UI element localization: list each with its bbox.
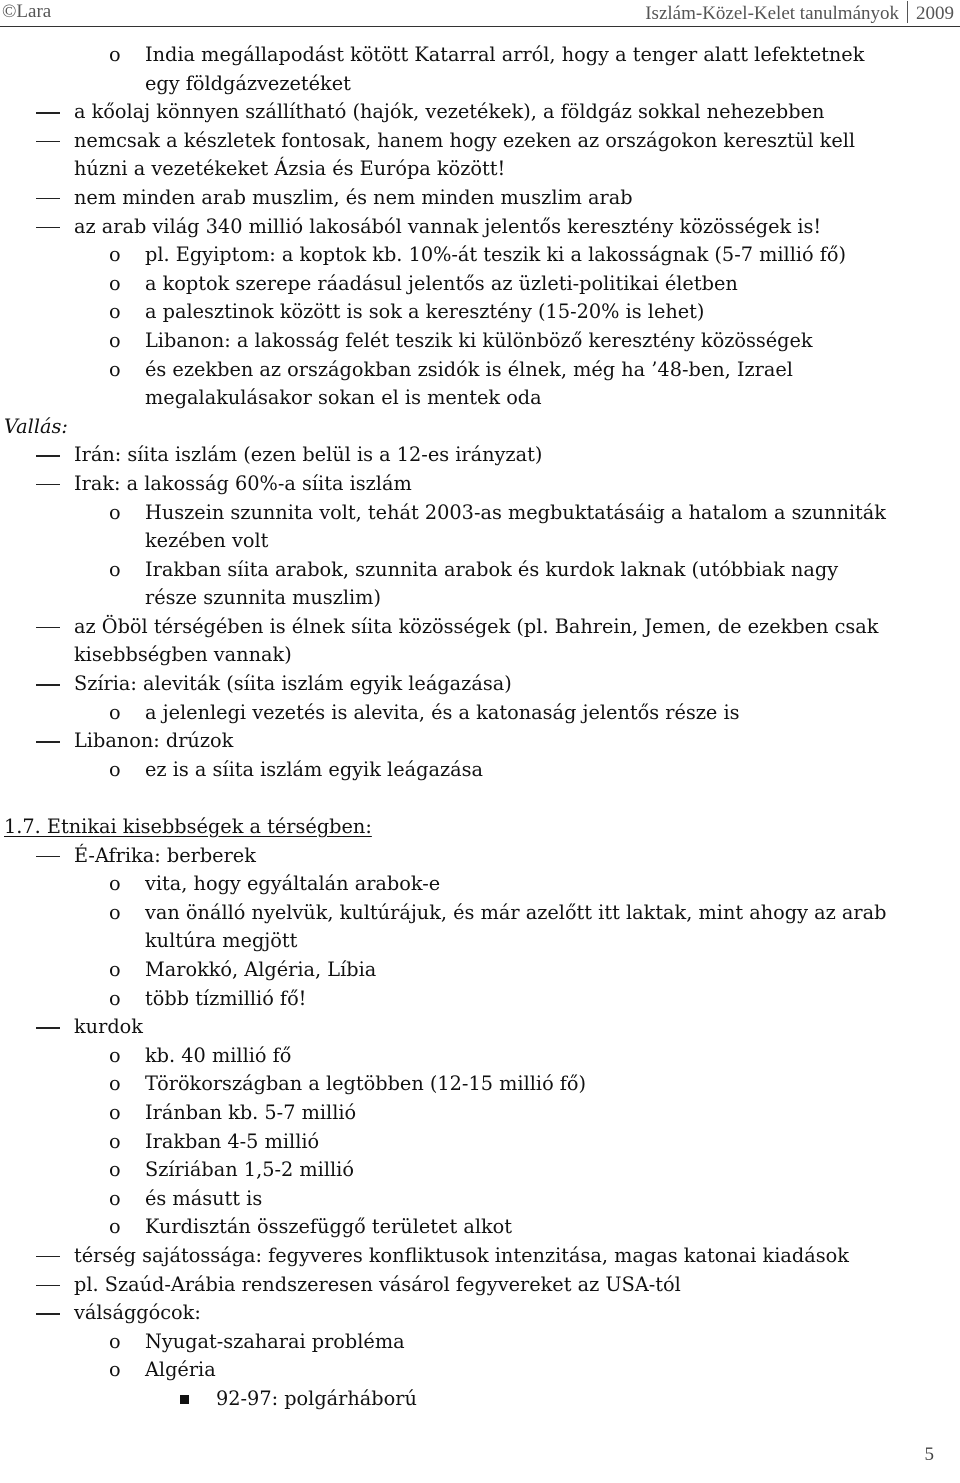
line-text: a palesztinok között is sok a keresztény (15-20% is lehet) (145, 300, 705, 324)
line-text: nem minden arab muszlim, és nem minden muszlim arab (74, 185, 633, 209)
line-text: kb. 40 millió fő (145, 1043, 292, 1067)
dash-bullet-icon (36, 627, 60, 629)
square-bullet-icon (180, 1395, 189, 1404)
document-line (0, 756, 960, 785)
document-line (0, 413, 960, 442)
document-line (0, 556, 960, 585)
line-text: a koptok szerepe ráadásul jelentős az üzleti-politikai életben (145, 271, 738, 295)
document-line (0, 927, 960, 956)
dash-bullet-icon (36, 1285, 60, 1287)
line-text: a jelenlegi vezetés is alevita, és a katonaság jelentős része is (145, 700, 740, 724)
circle-bullet-icon: o (109, 958, 121, 981)
header-title-block (645, 1, 954, 25)
line-text: Irakban 4-5 millió (145, 1129, 320, 1153)
document-line (0, 270, 960, 299)
document-line (0, 1099, 960, 1128)
document-line (0, 527, 960, 556)
document-line (0, 384, 960, 413)
line-text: húzni a vezetékeket Ázsia és Európa között! (74, 157, 506, 181)
document-line (0, 727, 960, 756)
line-text: megalakulásakor sokan el is mentek oda (145, 386, 542, 410)
line-text: kultúra megjött (145, 929, 298, 953)
line-text: Szíriában 1,5-2 millió (145, 1158, 354, 1182)
circle-bullet-icon: o (109, 1329, 121, 1353)
line-text: több tízmillió fő! (145, 986, 307, 1010)
line-text: térség sajátossága: fegyveres konfliktusok intenzitása, magas katonai kiadások (74, 1243, 849, 1267)
line-text: nemcsak a készletek fontosak, hanem hogy ezeken az országokon keresztül kell (74, 128, 856, 152)
document-line (0, 470, 960, 499)
document-line (0, 1213, 960, 1242)
dash-bullet-icon (36, 1313, 60, 1315)
circle-bullet-icon: o (109, 1043, 121, 1067)
document-body (0, 41, 960, 1414)
document-line (0, 813, 960, 842)
section-heading: 1.7. Etnikai kisebbségek a térségben: (4, 815, 372, 839)
dash-bullet-icon (36, 1256, 60, 1258)
dash-bullet-icon (36, 1027, 60, 1029)
circle-bullet-icon: o (109, 1129, 121, 1153)
line-text: Irakban síita arabok, szunnita arabok és kurdok laknak (utóbbiak nagy (145, 557, 839, 581)
circle-bullet-icon: o (109, 557, 121, 581)
line-text: vita, hogy egyáltalán arabok-e (145, 872, 441, 896)
document-line (0, 641, 960, 670)
line-text: a kőolaj könnyen szállítható (hajók, vezetékek), a földgáz sokkal nehezebben (74, 100, 825, 124)
circle-bullet-icon: o (109, 357, 121, 381)
document-line (0, 1042, 960, 1071)
document-line (0, 441, 960, 470)
circle-bullet-icon: o (109, 700, 121, 724)
circle-bullet-icon: o (109, 900, 121, 924)
line-text: pl. Szaúd-Arábia rendszeresen vásárol fegyvereket az USA-tól (74, 1272, 681, 1296)
line-text: Huszein szunnita volt, tehát 2003-as megbuktatásáig a hatalom a szunniták (145, 500, 886, 524)
document-line (0, 899, 960, 928)
document-line (0, 1128, 960, 1157)
circle-bullet-icon: o (109, 1215, 121, 1239)
document-line (0, 1356, 960, 1385)
document-line (0, 985, 960, 1014)
document-line (0, 356, 960, 385)
document-line (0, 1271, 960, 1300)
header-year: 2009 (916, 3, 954, 24)
circle-bullet-icon: o (109, 500, 121, 524)
document-line (0, 1185, 960, 1214)
circle-bullet-icon: o (109, 1158, 121, 1182)
line-text: része szunnita muszlim) (145, 586, 381, 610)
line-text: kezében volt (145, 529, 269, 553)
line-text: Kurdisztán összefüggő területet alkot (145, 1215, 513, 1239)
line-text: pl. Egyiptom: a koptok kb. 10%-át teszik ki a lakosságnak (5-7 millió fő) (145, 243, 847, 267)
header-author: ©Lara (2, 1, 52, 22)
circle-bullet-icon: o (109, 986, 121, 1010)
document-line (0, 213, 960, 242)
document-line (0, 956, 960, 985)
circle-bullet-icon: o (109, 1186, 121, 1210)
line-text: Libanon: a lakosság felét teszik ki különböző keresztény közösségek (145, 328, 813, 352)
document-line (0, 241, 960, 270)
line-text: van önálló nyelvük, kultúrájuk, és már azelőtt itt laktak, mint ahogy az arab (145, 900, 887, 924)
circle-bullet-icon: o (109, 328, 121, 352)
circle-bullet-icon: o (109, 271, 121, 295)
subsection-label: Vallás: (4, 414, 68, 438)
dash-bullet-icon (36, 227, 60, 229)
line-text: Irak: a lakosság 60%-a síita iszlám (74, 471, 412, 495)
line-text: É-Afrika: berberek (74, 843, 256, 867)
line-text: India megállapodást kötött Katarral arról, hogy a tenger alatt lefektetnek (145, 43, 865, 66)
line-text: az Öböl térségében is élnek síita közösségek (pl. Bahrein, Jemen, de ezekben csak (74, 614, 879, 638)
document-line (0, 127, 960, 156)
header-title: Iszlám-Közel-Kelet tanulmányok (645, 3, 899, 24)
document-line (0, 98, 960, 127)
line-text: Iránban kb. 5-7 millió (145, 1100, 357, 1124)
line-text: és ezekben az országokban zsidók is élnek, még ha ’48-ben, Izrael (145, 357, 793, 381)
circle-bullet-icon: o (109, 243, 121, 267)
document-line (0, 1385, 960, 1414)
line-text: kisebbségben vannak) (74, 643, 292, 667)
document-line (0, 499, 960, 528)
document-line (0, 1070, 960, 1099)
document-line (0, 155, 960, 184)
page-number: 5 (924, 1444, 934, 1465)
line-text: kurdok (74, 1015, 143, 1039)
line-text: Nyugat-szaharai probléma (145, 1329, 405, 1353)
circle-bullet-icon: o (109, 757, 121, 781)
dash-bullet-icon (36, 198, 60, 200)
line-text: és másutt is (145, 1186, 263, 1210)
document-line (0, 870, 960, 899)
circle-bullet-icon: o (109, 872, 121, 896)
line-text: Törökországban a legtöbben (12-15 millió fő) (145, 1072, 587, 1096)
header-separator (907, 1, 908, 23)
line-text: ez is a síita iszlám egyik leágazása (145, 757, 483, 781)
line-text: az arab világ 340 millió lakosából vannak jelentős keresztény közösségek is! (74, 214, 822, 238)
dash-bullet-icon (36, 856, 60, 858)
line-text: Marokkó, Algéria, Líbia (145, 958, 377, 981)
dash-bullet-icon (36, 741, 60, 743)
line-text: Algéria (145, 1358, 216, 1382)
document-line (0, 1156, 960, 1185)
document-line (0, 784, 960, 813)
line-text: Irán: síita iszlám (ezen belül is a 12-es irányzat) (74, 443, 543, 467)
dash-bullet-icon (36, 684, 60, 686)
document-line (0, 613, 960, 642)
document-line (0, 184, 960, 213)
line-text: Szíria: aleviták (síita iszlám egyik leágazása) (74, 672, 512, 696)
document-line (0, 1242, 960, 1271)
document-line (0, 327, 960, 356)
document-line (0, 1328, 960, 1357)
dash-bullet-icon (36, 141, 60, 143)
document-line (0, 298, 960, 327)
circle-bullet-icon: o (109, 1358, 121, 1382)
circle-bullet-icon: o (109, 43, 121, 66)
circle-bullet-icon: o (109, 1072, 121, 1096)
line-text: válsággócok: (74, 1301, 201, 1325)
circle-bullet-icon: o (109, 1100, 121, 1124)
dash-bullet-icon (36, 484, 60, 486)
page-header (0, 0, 960, 27)
dash-bullet-icon (36, 112, 60, 114)
document-line (0, 70, 960, 99)
circle-bullet-icon: o (109, 300, 121, 324)
line-text: Libanon: drúzok (74, 729, 234, 753)
document-line (0, 842, 960, 871)
document-line (0, 670, 960, 699)
document-line (0, 41, 960, 70)
document-line (0, 584, 960, 613)
line-text: egy földgázvezetéket (145, 71, 351, 95)
line-text: 92-97: polgárháború (216, 1386, 417, 1410)
document-line (0, 699, 960, 728)
document-line (0, 1299, 960, 1328)
dash-bullet-icon (36, 455, 60, 457)
document-line (0, 1013, 960, 1042)
